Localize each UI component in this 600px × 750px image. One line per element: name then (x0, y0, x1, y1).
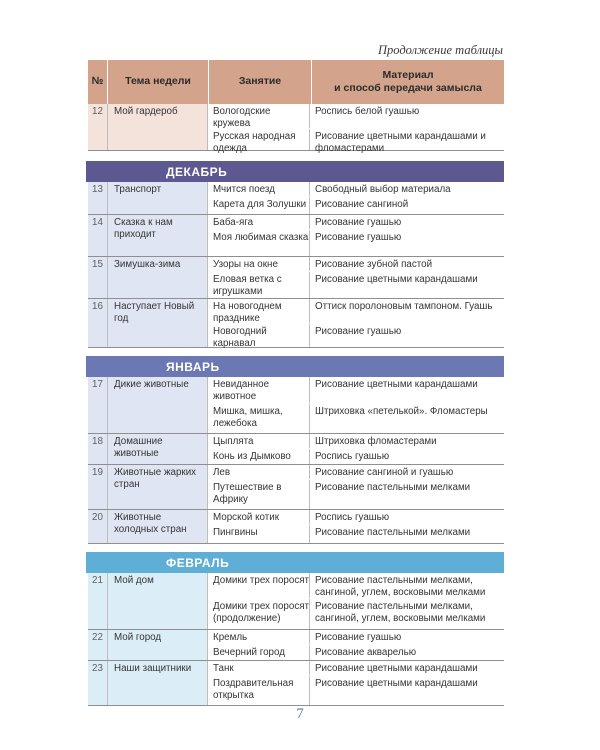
row-material: Рисование гуашью (315, 632, 402, 643)
row-material: Штриховка фломастерами (315, 436, 437, 447)
row-lesson: Баба-яга (208, 215, 310, 229)
row-lesson: Карета для Золушки (208, 197, 310, 214)
row-material: Рисование цветными карандашами и фломастерами (315, 131, 486, 154)
header-lesson: Занятие (209, 60, 312, 104)
row-topic: Животные холодных стран (108, 510, 208, 543)
row-number: 16 (88, 299, 108, 347)
row-topic: Наши защитники (108, 661, 208, 705)
row-material: Рисование пастельными мелками (315, 481, 471, 493)
row-lesson: Узоры на окне (208, 257, 310, 271)
curriculum-table (88, 60, 504, 706)
row-topic: Животные жарких стран (108, 465, 208, 509)
row-lesson: Мишка, мишка, лежебока (208, 404, 310, 433)
table-row (88, 104, 504, 154)
table-continuation-caption: Продолжение таблицы (377, 43, 503, 57)
table-row (88, 182, 504, 215)
row-number: 20 (88, 510, 108, 543)
table-row (88, 510, 504, 544)
row-topic: Транспорт (108, 182, 208, 214)
row-material: Оттиск поролоновым тампоном. Гуашь (315, 301, 493, 312)
row-number: 23 (88, 661, 108, 705)
row-lesson: Мчится поезд (208, 182, 310, 196)
row-number: 13 (88, 182, 108, 214)
row-material: Рисование акварелью (315, 646, 417, 658)
header-topic: Тема недели (108, 60, 209, 104)
row-topic: Сказка к нам приходит (108, 215, 208, 256)
row-topic: Зимушка-зима (108, 257, 208, 298)
row-number: 21 (88, 573, 108, 629)
row-material: Рисование зубной пастой (315, 259, 433, 270)
row-number: 18 (88, 434, 108, 464)
row-number: 14 (88, 215, 108, 256)
row-material: Рисование цветными карандашами (315, 663, 478, 674)
header-num: № (88, 60, 108, 104)
row-lesson: Лев (208, 465, 310, 479)
row-material: Рисование цветными карандашами (315, 379, 478, 390)
table-row (88, 377, 504, 434)
row-lesson: Новогодний карнавал (208, 324, 310, 347)
row-material: Рисование пастельными мелками, сангиной, углем, восковыми мелками (315, 601, 486, 624)
row-lesson: Морской котик (208, 510, 310, 524)
row-lesson: Кремль (208, 630, 310, 644)
row-material: Рисование сангиной (315, 198, 409, 210)
row-lesson: Еловая ветка с игрушками (208, 272, 310, 298)
row-lesson: Моя любимая сказка (208, 230, 310, 256)
row-number: 12 (88, 104, 108, 150)
month-band-december: ДЕКАБРЬ (86, 161, 504, 182)
month-band-february: ФЕВРАЛЬ (86, 552, 504, 573)
row-lesson: Поздравительная открытка (208, 676, 310, 705)
row-lesson: Конь из Дымково (208, 449, 310, 464)
row-material: Свободный выбор материала (315, 184, 451, 195)
row-number: 19 (88, 465, 108, 509)
table-header (88, 60, 504, 104)
row-topic: Мой дом (108, 573, 208, 629)
row-number: 22 (88, 630, 108, 660)
month-band-january: ЯНВАРЬ (86, 356, 504, 377)
row-topic: Домашние животные (108, 434, 208, 464)
row-number: 15 (88, 257, 108, 298)
row-lesson: Домики трех поросят (208, 573, 310, 598)
row-material: Рисование гуашью (315, 326, 402, 337)
row-lesson: Русская народная одежда (208, 129, 310, 150)
table-row (88, 215, 504, 257)
page-number: 7 (296, 706, 304, 722)
row-topic: Наступает Новый год (108, 299, 208, 347)
table-row (88, 630, 504, 661)
row-number: 17 (88, 377, 108, 433)
row-lesson: Путешествие в Африку (208, 480, 310, 509)
row-material: Рисование гуашью (315, 217, 402, 228)
row-material: Рисование пастельными мелками, сангиной, углем, восковыми мелками (315, 575, 486, 598)
row-lesson: Вечерний город (208, 645, 310, 660)
table-row (88, 465, 504, 510)
row-topic: Мой город (108, 630, 208, 660)
row-topic: Дикие животные (108, 377, 208, 433)
row-lesson: Цыплята (208, 434, 310, 448)
row-lesson: Невиданное животное (208, 377, 310, 403)
row-lesson: Пингвины (208, 525, 310, 543)
row-lesson: Танк (208, 661, 310, 675)
table-row (88, 434, 504, 465)
row-material: Рисование сангиной и гуашью (315, 467, 454, 478)
table-row (88, 573, 504, 630)
table-row (88, 257, 504, 299)
table-row (88, 299, 504, 348)
row-material: Рисование гуашью (315, 231, 402, 243)
row-material: Штриховка «петелькой». Фломастеры (315, 406, 488, 417)
row-material: Роспись белой гуашью (315, 106, 420, 117)
row-material: Рисование цветными карандашами (315, 677, 478, 689)
table-row (88, 661, 504, 706)
row-lesson: Вологодские кружева (208, 104, 310, 128)
row-topic: Мой гардероб (108, 104, 208, 150)
row-material: Роспись гуашью (315, 450, 390, 462)
row-lesson: Домики трех поросят (продолжение) (208, 599, 310, 629)
row-material: Роспись гуашью (315, 512, 390, 523)
row-material: Рисование пастельными мелками (315, 526, 471, 538)
row-material: Рисование цветными карандашами (315, 273, 478, 285)
header-material: Материал и способ передачи замысла (334, 68, 482, 94)
row-lesson: На новогоднем празднике (208, 299, 310, 323)
